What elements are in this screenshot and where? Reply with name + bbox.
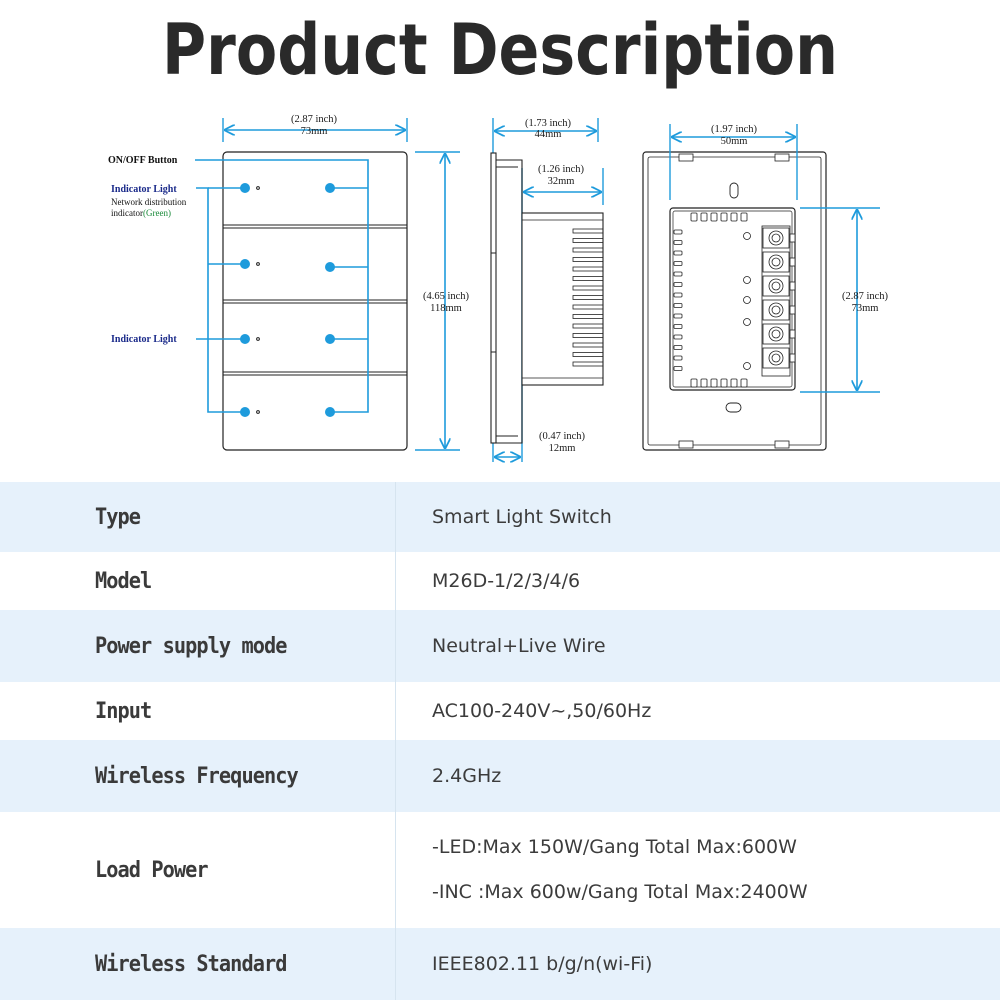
spec-value-cell bbox=[432, 928, 652, 1000]
label-network-line2 bbox=[111, 208, 171, 218]
pin-mark bbox=[691, 213, 697, 221]
spec-value: Neutral+Live Wire bbox=[432, 634, 606, 657]
side-view bbox=[491, 118, 603, 462]
pin-mark bbox=[741, 379, 747, 387]
pin-mark bbox=[721, 213, 727, 221]
page-title: Product Description bbox=[162, 9, 838, 91]
spec-divider bbox=[395, 812, 396, 928]
pin-mark bbox=[711, 213, 717, 221]
front-width-mm: 73mm bbox=[300, 126, 328, 137]
pin-mark bbox=[691, 379, 697, 387]
spec-value: IEEE802.11 b/g/n(wi-Fi) bbox=[432, 952, 653, 975]
terminal-tab bbox=[790, 282, 795, 290]
spec-label: Wireless Frequency bbox=[95, 763, 298, 789]
terminal-marker bbox=[744, 277, 751, 284]
label-indicator-light-top: Indicator Light bbox=[111, 184, 177, 195]
label-network-line1: Network distribution bbox=[111, 197, 187, 207]
back-height-inch: (2.87 inch) bbox=[841, 291, 889, 302]
label-indicator-light-mid: Indicator Light bbox=[111, 334, 177, 345]
terminal-tab bbox=[790, 354, 795, 362]
side-body-mm: 32mm bbox=[547, 176, 575, 187]
spec-row-wireless-frequency bbox=[0, 740, 1000, 812]
side-body-inch: (1.26 inch) bbox=[537, 164, 585, 175]
terminal-marker bbox=[744, 363, 751, 370]
terminal-tab bbox=[790, 306, 795, 314]
pin-mark bbox=[721, 379, 727, 387]
spec-label: Power supply mode bbox=[95, 633, 287, 659]
terminal-screw-inner bbox=[772, 282, 780, 290]
terminal-marker bbox=[744, 297, 751, 304]
spec-row-input bbox=[0, 682, 1000, 740]
pin-mark bbox=[674, 346, 682, 350]
terminal-tab bbox=[790, 330, 795, 338]
pin-mark bbox=[701, 379, 707, 387]
side-plate-mm: 12mm bbox=[548, 443, 576, 454]
front-view bbox=[108, 114, 470, 450]
spec-value: 2.4GHz bbox=[432, 764, 502, 787]
pin-mark bbox=[711, 379, 717, 387]
pin-mark bbox=[674, 335, 682, 339]
terminal-marker bbox=[744, 233, 751, 240]
pin-mark bbox=[674, 325, 682, 329]
side-depth-mm: 44mm bbox=[534, 129, 562, 140]
spec-divider bbox=[395, 552, 396, 610]
pin-mark bbox=[674, 283, 682, 287]
spec-value-cell bbox=[432, 552, 580, 610]
pin-mark bbox=[674, 230, 682, 234]
terminal-screw-inner bbox=[772, 330, 780, 338]
back-width-inch: (1.97 inch) bbox=[710, 124, 758, 135]
pin-mark bbox=[674, 272, 682, 276]
spec-table bbox=[0, 482, 1000, 1000]
spec-row-load-power bbox=[0, 812, 1000, 928]
spec-label: Type bbox=[95, 504, 141, 530]
spec-label: Load Power bbox=[95, 857, 208, 883]
spec-value-cell bbox=[432, 610, 606, 682]
pin-mark bbox=[731, 213, 737, 221]
terminal-marker bbox=[744, 319, 751, 326]
spec-row-power-supply bbox=[0, 610, 1000, 682]
spec-divider bbox=[395, 482, 396, 552]
pin-mark bbox=[741, 213, 747, 221]
spec-label: Model bbox=[95, 568, 152, 594]
spec-value-cell bbox=[432, 682, 651, 740]
spec-label: Input bbox=[95, 698, 152, 724]
pin-mark bbox=[674, 293, 682, 297]
pin-mark bbox=[674, 356, 682, 360]
dimension-diagram bbox=[0, 0, 1000, 480]
side-depth-inch: (1.73 inch) bbox=[524, 118, 572, 129]
spec-divider bbox=[395, 610, 396, 682]
spec-divider bbox=[395, 740, 396, 812]
terminal-screw-inner bbox=[772, 306, 780, 314]
terminal-screw-inner bbox=[772, 354, 780, 362]
terminal-screw-inner bbox=[772, 258, 780, 266]
spec-value: -INC :Max 600w/Gang Total Max:2400W bbox=[432, 881, 808, 903]
spec-value-cell bbox=[432, 740, 501, 812]
spec-value-cell bbox=[432, 482, 612, 552]
spec-row-model bbox=[0, 552, 1000, 610]
spec-divider bbox=[395, 682, 396, 740]
front-height-inch: (4.65 inch) bbox=[422, 291, 470, 302]
label-network-indicator: indicator bbox=[111, 208, 143, 218]
spec-value: Smart Light Switch bbox=[432, 505, 612, 528]
terminal-tab bbox=[790, 234, 795, 242]
label-onoff-button: ON/OFF Button bbox=[108, 155, 178, 166]
pin-mark bbox=[674, 241, 682, 245]
back-height-mm: 73mm bbox=[851, 303, 879, 314]
spec-value: M26D-1/2/3/4/6 bbox=[432, 569, 581, 592]
pin-mark bbox=[674, 251, 682, 255]
spec-value-cell bbox=[432, 812, 808, 928]
pin-mark bbox=[674, 314, 682, 318]
front-width-inch: (2.87 inch) bbox=[290, 114, 338, 125]
spec-divider bbox=[395, 928, 396, 1000]
back-width-mm: 50mm bbox=[720, 136, 748, 147]
pin-mark bbox=[701, 213, 707, 221]
terminal-tab bbox=[790, 258, 795, 266]
spec-label: Wireless Standard bbox=[95, 951, 287, 977]
pin-mark bbox=[731, 379, 737, 387]
spec-value: -LED:Max 150W/Gang Total Max:600W bbox=[432, 836, 797, 858]
pin-mark bbox=[674, 304, 682, 308]
terminal-screw-inner bbox=[772, 234, 780, 242]
spec-row-type bbox=[0, 482, 1000, 552]
back-view bbox=[643, 124, 889, 450]
side-plate-inch: (0.47 inch) bbox=[538, 431, 586, 442]
pin-mark bbox=[674, 262, 682, 266]
pin-mark bbox=[674, 367, 682, 371]
spec-value: AC100-240V~,50/60Hz bbox=[432, 699, 652, 722]
front-height-mm: 118mm bbox=[430, 303, 462, 314]
label-network-green: (Green) bbox=[143, 208, 171, 218]
spec-row-wireless-standard bbox=[0, 928, 1000, 1000]
